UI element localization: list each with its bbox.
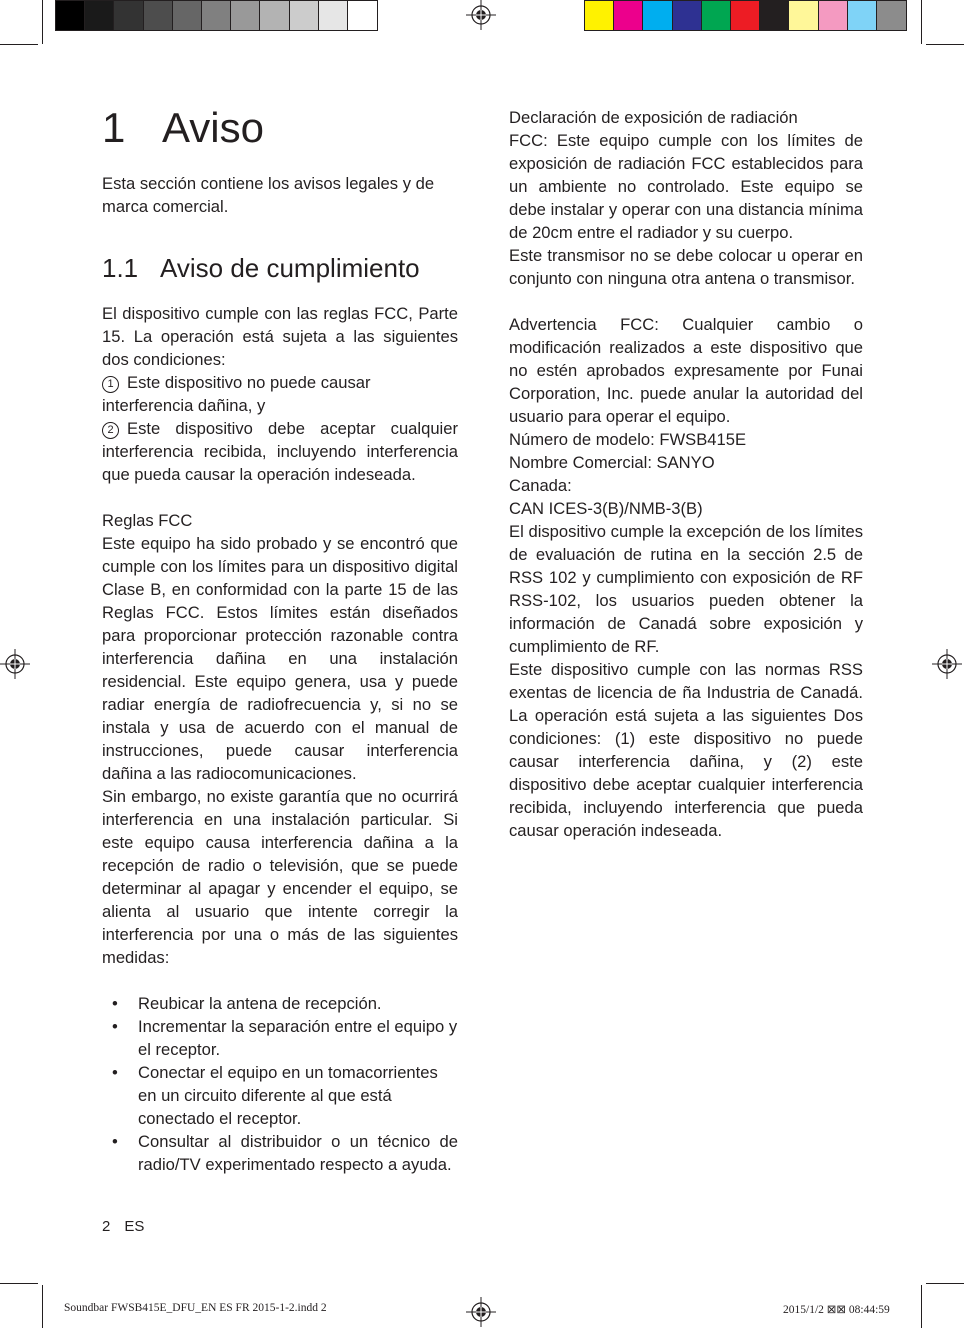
color-swatch xyxy=(819,1,848,30)
circled-number-1: 1 xyxy=(102,376,119,393)
crop-mark-top-right-h xyxy=(926,44,964,45)
list-item: • Conectar el equipo en un tomacorrientes en un circuito diferente al que está conectado el receptor. xyxy=(102,1061,458,1130)
color-swatch xyxy=(114,1,143,30)
file-slug: Soundbar FWSB415E_DFU_EN ES FR 2015-1-2.indd 2 xyxy=(64,1302,327,1314)
color-swatch xyxy=(731,1,760,30)
right-column xyxy=(509,106,863,842)
crop-mark-top-right-v xyxy=(921,0,922,44)
color-swatch xyxy=(290,1,319,30)
language-code: ES xyxy=(124,1218,145,1235)
fcc-rules-paragraph-1: Este equipo ha sido probado y se encontró que cumple con los límites para un dispositivo digital Clase B, en conformidad con la parte 15 de las Reglas FCC. Estos límites están diseñados para proporcionar protección razonable contra interferencia dañina en una instalación residencial. Este equipo genera, usa y puede radiar energía de radiofrecuencia y, si no se instala y usa de acuerdo con el manual de instrucciones, puede causar interferencia dañina a las radiocomunicaciones. xyxy=(102,534,458,783)
crop-mark-bottom-left-h xyxy=(0,1283,38,1284)
color-swatch xyxy=(585,1,614,30)
condition-2 xyxy=(102,417,458,486)
crop-mark-top-left-v xyxy=(42,0,43,44)
radiation-paragraph-1: FCC: Este equipo cumple con los límites de exposición de radiación FCC establecidos para un ambiente no controlado. Este equipo se debe instalar y operar con una distancia mínima de 20cm entre el radiador y su cuerpo. xyxy=(509,131,863,242)
condition-2-text: Este dispositivo debe aceptar cualquier interferencia recibida, incluyendo interferencia que pueda causar la operación indeseada. xyxy=(102,419,458,484)
brand-name: Nombre Comercial: SANYO xyxy=(509,453,715,472)
color-swatch xyxy=(643,1,672,30)
compliance-paragraph: El dispositivo cumple con las reglas FCC, Parte 15. La operación está sujeta a las siguientes dos condiciones: xyxy=(102,304,458,369)
list-item: • Reubicar la antena de recepción. xyxy=(102,992,458,1015)
radiation-title: Declaración de exposición de radiación xyxy=(509,108,798,127)
grayscale-color-bar xyxy=(55,0,378,31)
condition-1 xyxy=(102,371,458,417)
crop-mark-bottom-left-v xyxy=(42,1285,43,1328)
section-number: 1.1 xyxy=(102,253,139,283)
color-swatch xyxy=(231,1,260,30)
color-swatch xyxy=(173,1,202,30)
registration-mark-left-icon xyxy=(0,649,30,679)
registration-mark-bottom-icon xyxy=(466,1297,496,1327)
condition-1-text: Este dispositivo no puede causar interferencia dañina, y xyxy=(102,373,371,415)
crop-mark-bottom-right-h xyxy=(926,1283,964,1284)
chapter-number: 1 xyxy=(102,104,126,151)
color-swatch xyxy=(348,1,377,30)
color-swatch xyxy=(614,1,643,30)
list-item: • Incrementar la separación entre el equipo y el receptor. xyxy=(102,1015,458,1061)
section-title: Aviso de cumplimiento xyxy=(160,253,420,283)
color-swatch xyxy=(144,1,173,30)
crop-mark-top-left-h xyxy=(0,44,38,45)
rss-paragraph: El dispositivo cumple la excepción de los límites de evaluación de rutina en la sección 2.5 de RSS 102 y cumplimiento con exposición de RF RSS-102, los usuarios pueden obtener la información de Canadá sobre exposición y cumplimiento de RF. xyxy=(509,522,863,656)
chapter-title: Aviso xyxy=(162,104,264,151)
color-swatch xyxy=(85,1,114,30)
fcc-rules-title: Reglas FCC xyxy=(102,511,193,530)
fcc-rules-paragraph-2: Sin embargo, no existe garantía que no ocurrirá interferencia en una instalación particular. Si este equipo causa interferencia dañina a la recepción de radio o televisión, que se puede determinar al apagar y encender el equipo, se alienta al usuario que intente corregir la interferencia por una o más de las siguientes medidas: xyxy=(102,787,458,967)
color-swatch xyxy=(702,1,731,30)
measures-list xyxy=(102,992,458,1176)
circled-number-2: 2 xyxy=(102,422,119,439)
color-swatch xyxy=(202,1,231,30)
list-item: • Consultar al distribuidor o un técnico de radio/TV experimentado respecto a ayuda. xyxy=(102,1130,458,1176)
color-swatch xyxy=(848,1,877,30)
color-swatch xyxy=(760,1,789,30)
ices-label: CAN ICES-3(B)/NMB-3(B) xyxy=(509,499,703,518)
canada-label: Canada: xyxy=(509,476,572,495)
timestamp-slug: 2015/1/2 ⊠⊠ 08:44:59 xyxy=(783,1304,890,1316)
registration-mark-right-icon xyxy=(932,649,962,679)
registration-mark-top-icon xyxy=(466,0,496,30)
color-swatch xyxy=(56,1,85,30)
page-folio xyxy=(102,1218,144,1235)
industry-canada-paragraph: Este dispositivo cumple con las normas RSS exentas de licencia de ña Industria de Canadá. La operación está sujeta a las siguientes Dos condiciones: (1) este dispositivo no puede causar interferencia dañina, y (2) este dispositivo debe aceptar cualquier interferencia recibida, incluyendo interferencia que pueda causar operación indeseada. xyxy=(509,660,863,840)
color-swatch xyxy=(877,1,906,30)
section-heading xyxy=(102,252,458,284)
crop-mark-bottom-right-v xyxy=(921,1285,922,1328)
color-swatch xyxy=(319,1,348,30)
color-swatch xyxy=(789,1,818,30)
color-swatch xyxy=(260,1,289,30)
chapter-intro: Esta sección contiene los avisos legales y de marca comercial. xyxy=(102,174,435,216)
chapter-heading xyxy=(102,102,458,154)
left-column xyxy=(102,102,458,1176)
radiation-paragraph-2: Este transmisor no se debe colocar u operar en conjunto con ninguna otra antena o transmisor. xyxy=(509,246,863,288)
fcc-warning-paragraph: Advertencia FCC: Cualquier cambio o modificación realizados a este dispositivo que no estén aprobados expresamente por Funai Corporation, Inc. puede anular la autoridad del usuario para operar el equipo. xyxy=(509,315,863,426)
color-swatch xyxy=(673,1,702,30)
model-number: Número de modelo: FWSB415E xyxy=(509,430,747,449)
process-color-bar xyxy=(584,0,907,31)
page-number: 2 xyxy=(102,1218,111,1235)
